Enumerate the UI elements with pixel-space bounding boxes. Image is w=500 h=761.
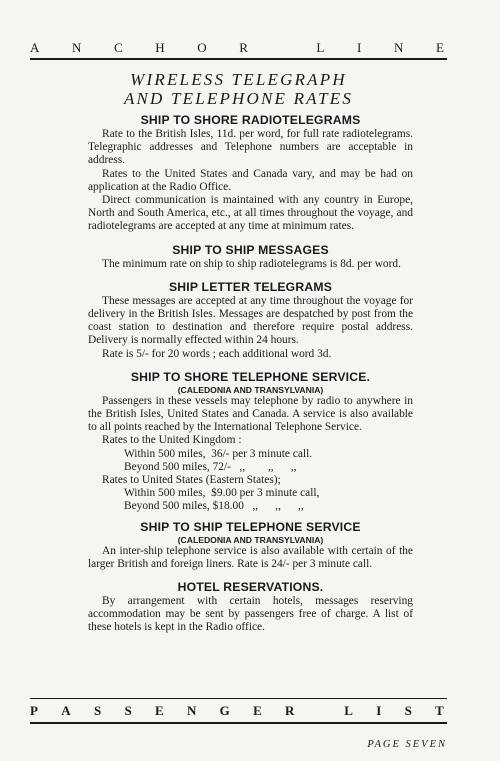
footer-letter: I [376, 702, 384, 718]
section-title: HOTEL RESERVATIONS. [177, 580, 324, 595]
rate-line: Beyond 500 miles, $18.00 ,, ,, ,, [124, 500, 304, 513]
paragraph: Rate to the British Isles, 11d. per word, for full rate radiotelegrams. Telegraphic addresses and Telephone numbers are acceptable in address. [88, 128, 413, 167]
header-letter: A [30, 39, 42, 55]
footer-letter: T [435, 702, 446, 718]
section-title: SHIP TO SHORE RADIOTELEGRAMS [140, 113, 361, 127]
section-subtitle: (CALEDONIA AND TRANSYLVANIA) [177, 534, 324, 545]
header-letter: C [114, 39, 125, 55]
footer-rule-bottom [30, 722, 447, 724]
footer-letter: S [404, 702, 414, 718]
paragraph: Passengers in these vessels may telephone by radio to anywhere in the British Isles, United States and Canada. A service is also available to all points reached by the International Telephone Service. [88, 394, 413, 434]
section-title: SHIP LETTER TELEGRAMS [168, 279, 333, 294]
paragraph: By arrangement with certain hotels, messages reserving accommodation may be sent by passengers free of charge. A list of these hotels is kept in the Radio office. [88, 595, 413, 634]
footer-letter: P [30, 702, 40, 718]
header-letter: R [239, 39, 250, 55]
paragraph: Rate is 5/- for 20 words ; each additional word 3d. [102, 347, 332, 360]
rate-label: Rates to the United Kingdom : [102, 434, 242, 447]
section-title: SHIP TO SHORE TELEPHONE SERVICE. [130, 369, 371, 384]
paragraph: The minimum rate on ship to ship radiotelegrams is 8d. per word. [102, 257, 401, 270]
paragraph: An inter-ship telephone service is also available with certain of the larger British and foreign liners. Rate is 24/- per 3 minute call. [88, 544, 413, 570]
footer-letter: L [344, 702, 355, 718]
rate-line: Beyond 500 miles, 72/- ,, ,, ,, [124, 460, 297, 473]
page-title-line-1: WIRELESS TELEGRAPH [130, 70, 347, 89]
header-letter: I [356, 39, 364, 55]
footer-rule-top [30, 698, 447, 699]
header-letter: H [155, 39, 167, 55]
footer-letter: E [253, 702, 264, 718]
section-title: SHIP TO SHIP MESSAGES [172, 242, 329, 257]
footer-letter: R [285, 702, 297, 718]
header-letter: L [316, 39, 327, 55]
footer-letter: S [124, 702, 134, 718]
paragraph: Rates to the United States and Canada vary, and may be had on application at the Radio Office. [88, 167, 413, 193]
footer-letter: A [61, 702, 73, 718]
paragraph: These messages are accepted at any time throughout the voyage for delivery in the British Isles. Messages are despatched by post from the coast station to destination and therefore require postal address. Delivery is normally effected within 24 hours. [88, 294, 413, 347]
header-gap [281, 40, 286, 56]
rate-line: Within 500 miles, $9.00 per 3 minute call, [124, 487, 320, 500]
page-title-line-2: AND TELEPHONE RATES [123, 89, 354, 108]
footer-gap [318, 703, 323, 719]
rate-label: Rates to United States (Eastern States); [102, 474, 281, 487]
paragraph: Direct communication is maintained with any country in Europe, North and South America, etc., at all times throughout the voyage, and radiotelegrams are accepted at any time at minimum rates. [88, 194, 413, 233]
section-subtitle: (CALEDONIA AND TRANSYLVANIA) [177, 384, 324, 395]
page-number: PAGE SEVEN [367, 739, 447, 750]
header-letter: E [435, 39, 446, 55]
footer-letter: S [93, 702, 104, 718]
footer-letter: E [155, 702, 166, 718]
section-title: SHIP TO SHIP TELEPHONE SERVICE [140, 519, 361, 534]
rate-line: Within 500 miles, 36/- per 3 minute call. [124, 447, 313, 460]
header-letter: O [197, 39, 209, 55]
header-anchor-line [30, 39, 446, 56]
footer-passenger-list [30, 702, 446, 719]
content-body [88, 112, 413, 635]
header-rule [30, 58, 447, 60]
footer-letter: N [186, 702, 199, 718]
header-letter: N [72, 39, 84, 55]
header-letter: N [393, 39, 406, 55]
footer-letter: G [219, 702, 232, 718]
